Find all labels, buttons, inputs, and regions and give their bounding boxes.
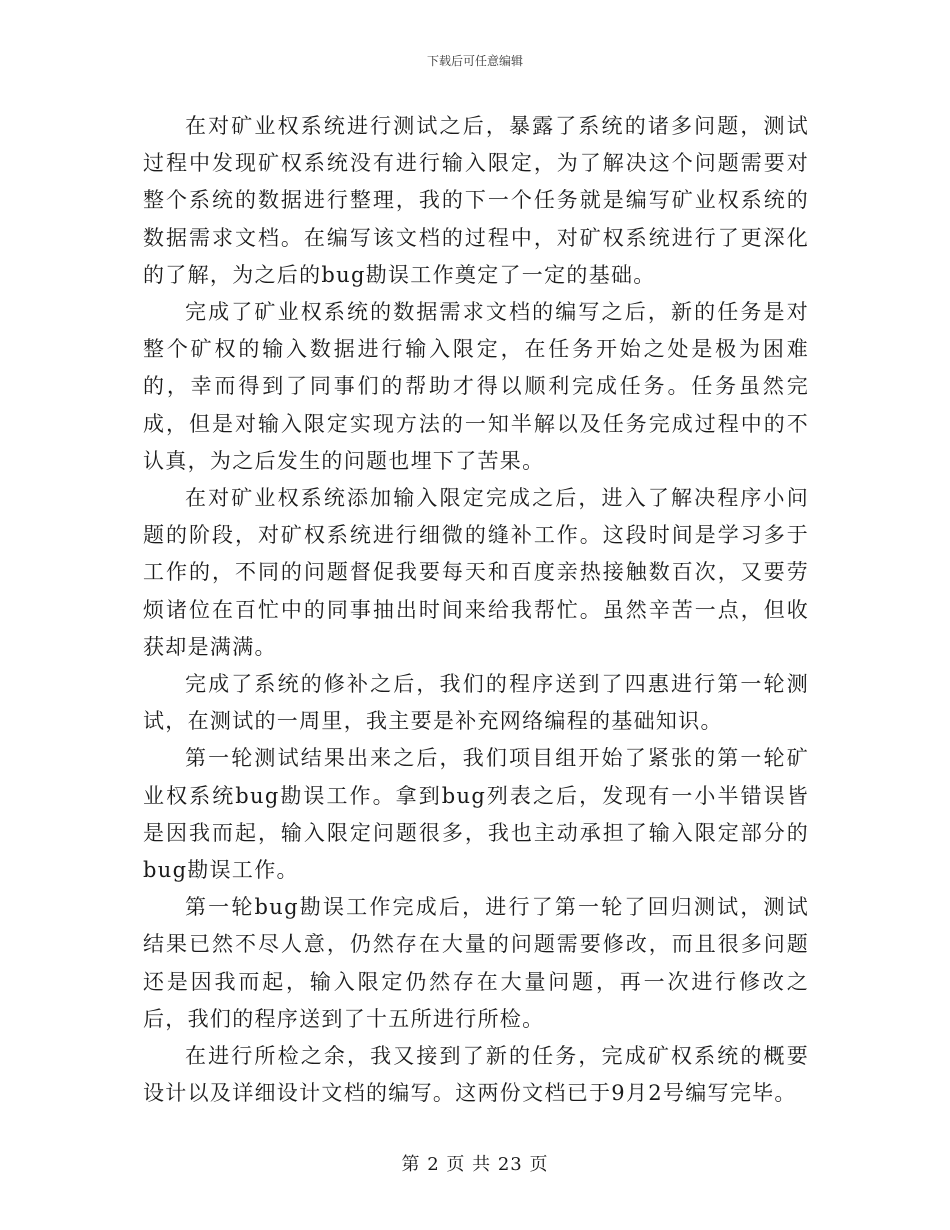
paragraph: 在对矿业权系统进行测试之后，暴露了系统的诸多问题，测试过程中发现矿权系统没有进行输入限定，为了解决这个问题需要对整个系统的数据进行整理，我的下一个任务就是编写矿业权系统的数据需求文档。在编写该文档的过程中，对矿权系统进行了更深化的了解，为之后的bug勘误工作奠定了一定的基础。	[143, 114, 809, 287]
paragraph: 第一轮测试结果出来之后，我们项目组开始了紧张的第一轮矿业权系统bug勘误工作。拿到bug列表之后，发现有一小半错误皆是因我而起，输入限定问题很多，我也主动承担了输入限定部分的bug勘误工作。	[143, 746, 809, 883]
paragraph: 在进行所检之余，我又接到了新的任务，完成矿权系统的概要设计以及详细设计文档的编写。这两份文档已于9月2号编写完毕。	[143, 1044, 809, 1106]
document-body	[143, 108, 809, 1112]
paragraph: 在对矿业权系统添加输入限定完成之后，进入了解决程序小问题的阶段，对矿权系统进行细微的缝补工作。这段时间是学习多于工作的，不同的问题督促我要每天和百度亲热接触数百次，又要劳烦诸位在百忙中的同事抽出时间来给我帮忙。虽然辛苦一点，但收获却是满满。	[143, 486, 809, 659]
paragraph: 完成了矿业权系统的数据需求文档的编写之后，新的任务是对整个矿权的输入数据进行输入限定，在任务开始之处是极为困难的，幸而得到了同事们的帮助才得以顺利完成任务。任务虽然完成，但是对输入限定实现方法的一知半解以及任务完成过程中的不认真，为之后发生的问题也埋下了苦果。	[143, 300, 809, 473]
paragraph: 第一轮bug勘误工作完成后，进行了第一轮了回归测试，测试结果已然不尽人意，仍然存在大量的问题需要修改，而且很多问题还是因我而起，输入限定仍然存在大量问题，再一次进行修改之后，我们的程序送到了十五所进行所检。	[143, 895, 809, 1031]
page-number-footer: 第 2 页 共 23 页	[401, 1154, 549, 1175]
page-header: 下载后可任意编辑	[426, 54, 523, 68]
paragraph: 完成了系统的修补之后，我们的程序送到了四惠进行第一轮测试，在测试的一周里，我主要是补充网络编程的基础知识。	[143, 672, 809, 734]
